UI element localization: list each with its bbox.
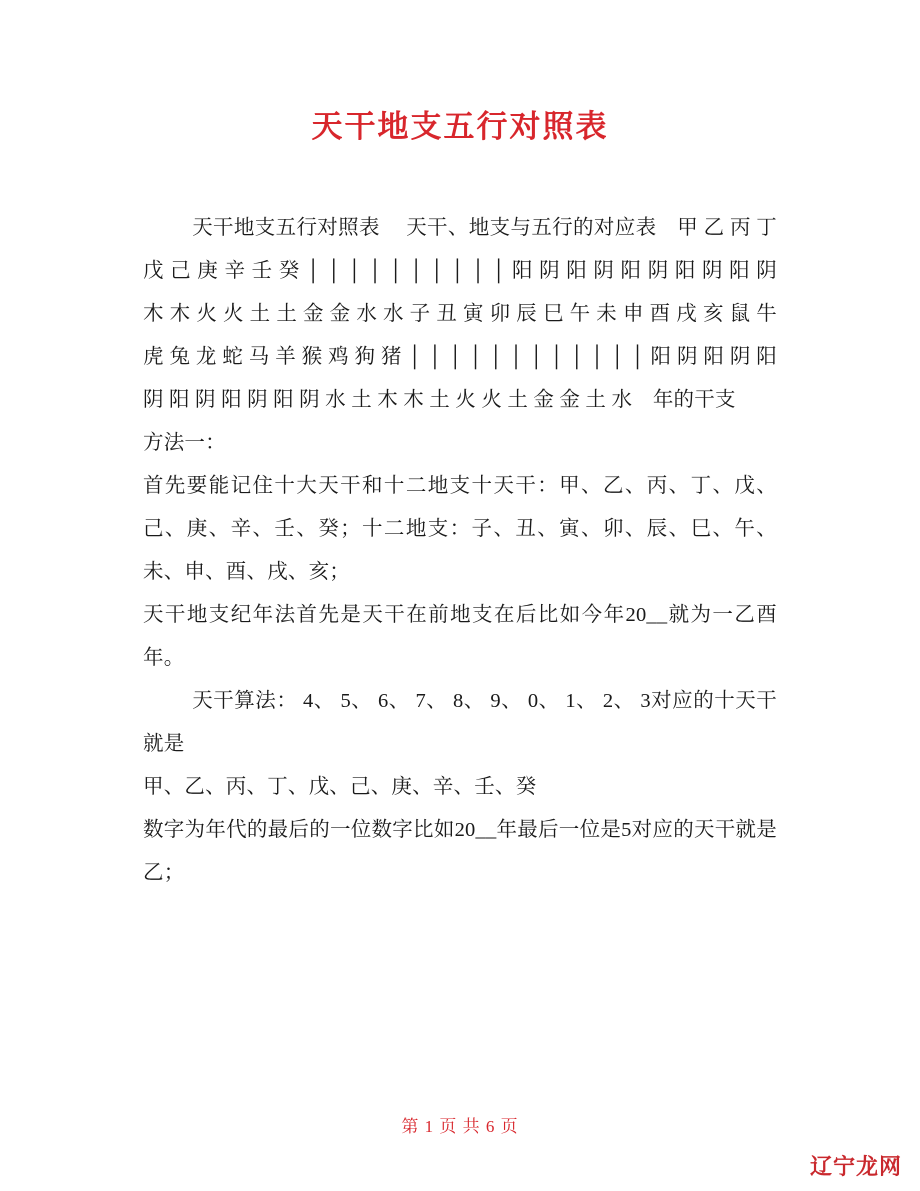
- paragraph-3: 首先要能记住十大天干和十二地支十天干：甲、乙、丙、丁、戊、己、庚、辛、壬、癸；十二地支：子、丑、寅、卯、辰、巳、午、未、申、酉、戌、亥；: [143, 475, 777, 584]
- document-body: [143, 145, 783, 895]
- page-footer: 第 1 页 共 6 页: [401, 1117, 519, 1136]
- page-title: 天干地支五行对照表: [311, 109, 609, 144]
- paragraph-7: 数字为年代的最后的一位数字比如20__年最后一位是5对应的天干就是乙；: [143, 819, 777, 885]
- site-watermark: 辽宁龙网: [809, 1154, 902, 1179]
- paragraph-5: 天干算法： 4、 5、 6、 7、 8、 9、 0、 1、 2、 3对应的十天干就是: [143, 690, 777, 756]
- paragraph-4: 天干地支纪年法首先是天干在前地支在后比如今年20__就为一乙酉年。: [143, 604, 777, 670]
- paragraph-2: 方法一：: [143, 432, 226, 455]
- paragraph-1: 天干地支五行对照表 天干、地支与五行的对应表 甲 乙 丙 丁 戊 己 庚 辛 壬 癸 │ │ │ │ │ │ │ │ │ │ 阳 阴 阳 阴 阳 阴 阳 阴 阳 阴 木 木 火 火 土 土 金 金 水 水 子 丑 寅 卯 辰 巳 午 未 申 酉 戌 亥 鼠 牛 虎 兔 龙 蛇 马 羊 猴 鸡 狗 猪 │ │ │ │ │ │ │ │ │ │ │ │ 阳 阴 阳 阴 阳 阴 阳 阴 阳 阴 阳 阴 水 土 木 木 土 火 火 土 金 金 土 水 年的干支: [143, 217, 783, 412]
- paragraph-6: 甲、乙、丙、丁、戊、己、庚、辛、壬、癸: [143, 776, 537, 799]
